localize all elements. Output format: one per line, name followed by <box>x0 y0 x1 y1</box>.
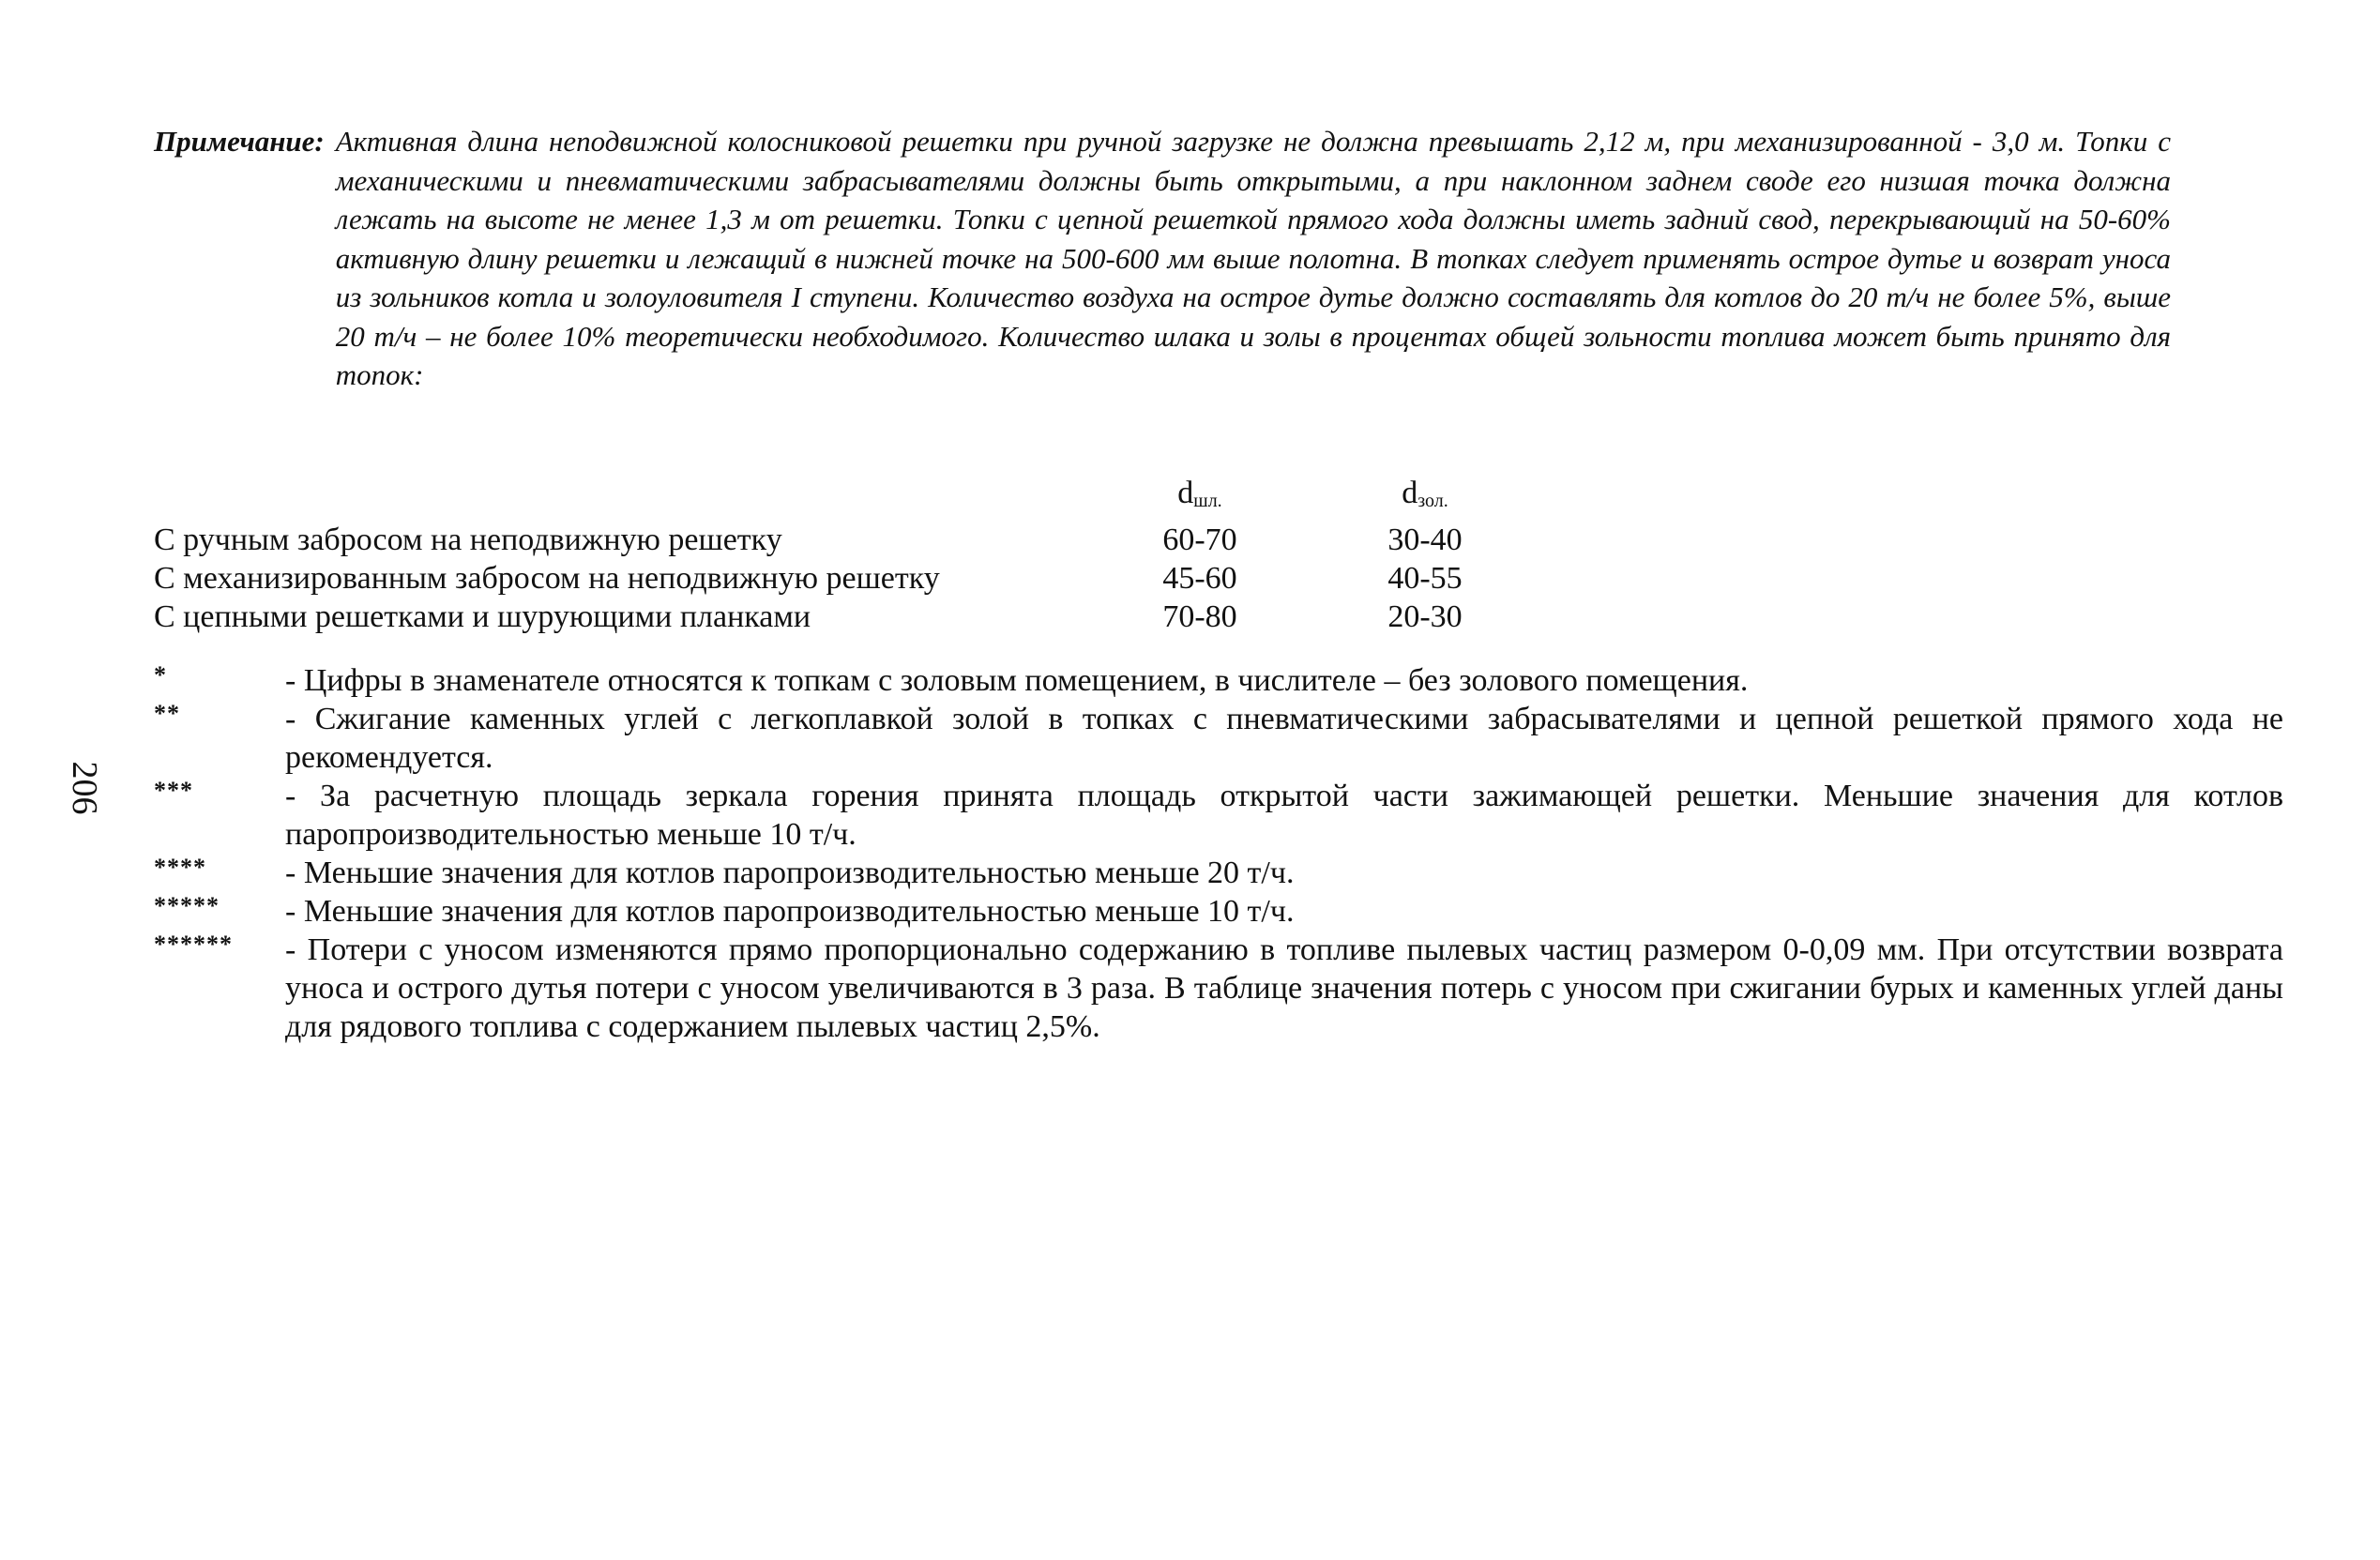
table-row <box>154 521 1542 559</box>
header-d-ash <box>1308 474 1542 521</box>
note-text: Активная длина неподвижной колосниковой решетки при ручной загрузке не должна превышать 2,12 м, при механизированной - 3,0 м. Топки с механическими и пневматическими забрасывателями должны быть открытыми, а при наклонном заднем своде его низшая точка должна лежать на высоте не менее 1,3 м от решетки. Топки с цепной решеткой прямого хода должны иметь задний свод, перекрывающий на 50-60% активную длину решетки и лежащий в нижней точке на 500-600 мм выше полотна. В топках следует применять острое дутье и возврат уноса из зольников котла и золоуловителя I ступени. Количество воздуха на острое дутье должно составлять для котлов до 20 т/ч не более 5%, выше 20 т/ч – не более 10% теоретически необходимого. Количество шлака и золы в процентах общей зольности топлива может быть принято для топок: <box>335 125 2171 391</box>
row-label: С цепными решетками и шурующими планками <box>154 599 811 634</box>
footnote-text: - Сжигание каменных углей с легкоплавкой золой в топках с пневматическими забрасывателями и цепной решеткой прямого хода не рекомендуется. <box>285 702 2283 775</box>
footnote-marker: ** <box>154 700 180 727</box>
table-header-empty <box>154 474 1092 521</box>
table-row <box>154 598 1542 636</box>
footnote-item <box>154 777 2283 854</box>
header-d-slag-sub: шл. <box>1193 491 1222 511</box>
footnotes-section <box>154 661 2283 1046</box>
header-d-slag <box>1092 474 1308 521</box>
footnote-marker: **** <box>154 854 206 881</box>
header-d-slag-main: d <box>1177 476 1194 510</box>
footnote-marker: ***** <box>154 892 220 919</box>
note-section <box>154 122 2171 395</box>
slag-ash-table <box>154 474 1542 636</box>
row-ash-value: 40-55 <box>1387 561 1463 596</box>
footnote-item <box>154 931 2283 1046</box>
table-header-row <box>154 474 1542 521</box>
footnote-marker: * <box>154 661 167 689</box>
footnote-marker: ****** <box>154 931 233 958</box>
row-slag-value: 60-70 <box>1162 523 1237 557</box>
footnote-item <box>154 892 2283 931</box>
footnote-text: - Потери с уносом изменяются прямо пропорционально содержанию в топливе пылевых частиц размером 0-0,09 мм. При отсутствии возврата уноса и острого дутья потери с уносом увеличиваются в 3 раза. В таблице значения потерь с уносом при сжигании бурых и каменных углей даны для рядового топлива с содержанием пылевых частиц 2,5%. <box>285 932 2283 1044</box>
row-ash-value: 30-40 <box>1387 523 1463 557</box>
header-d-ash-main: d <box>1402 476 1418 510</box>
footnote-item <box>154 854 2283 892</box>
footnote-marker: *** <box>154 777 193 804</box>
row-label: С механизированным забросом на неподвижную решетку <box>154 561 940 596</box>
page-number: 206 <box>65 761 104 815</box>
footnote-text: - Цифры в знаменателе относятся к топкам с золовым помещением, в числителе – без золового помещения. <box>285 663 1749 698</box>
footnote-item <box>154 661 2283 700</box>
footnote-text: - Меньшие значения для котлов паропроизводительностью меньше 20 т/ч. <box>285 856 1295 890</box>
footnote-text: - За расчетную площадь зеркала горения принята площадь открытой части зажимающей решетки. Меньшие значения для котлов паропроизводительностью меньше 10 т/ч. <box>285 779 2283 852</box>
note-label: Примечание: <box>154 125 325 158</box>
header-d-ash-sub: зол. <box>1417 491 1448 511</box>
footnote-item <box>154 700 2283 777</box>
row-slag-value: 45-60 <box>1162 561 1237 596</box>
row-ash-value: 20-30 <box>1387 599 1463 634</box>
table-row <box>154 559 1542 598</box>
footnote-text: - Меньшие значения для котлов паропроизводительностью меньше 10 т/ч. <box>285 894 1295 929</box>
row-slag-value: 70-80 <box>1162 599 1237 634</box>
row-label: С ручным забросом на неподвижную решетку <box>154 523 782 557</box>
